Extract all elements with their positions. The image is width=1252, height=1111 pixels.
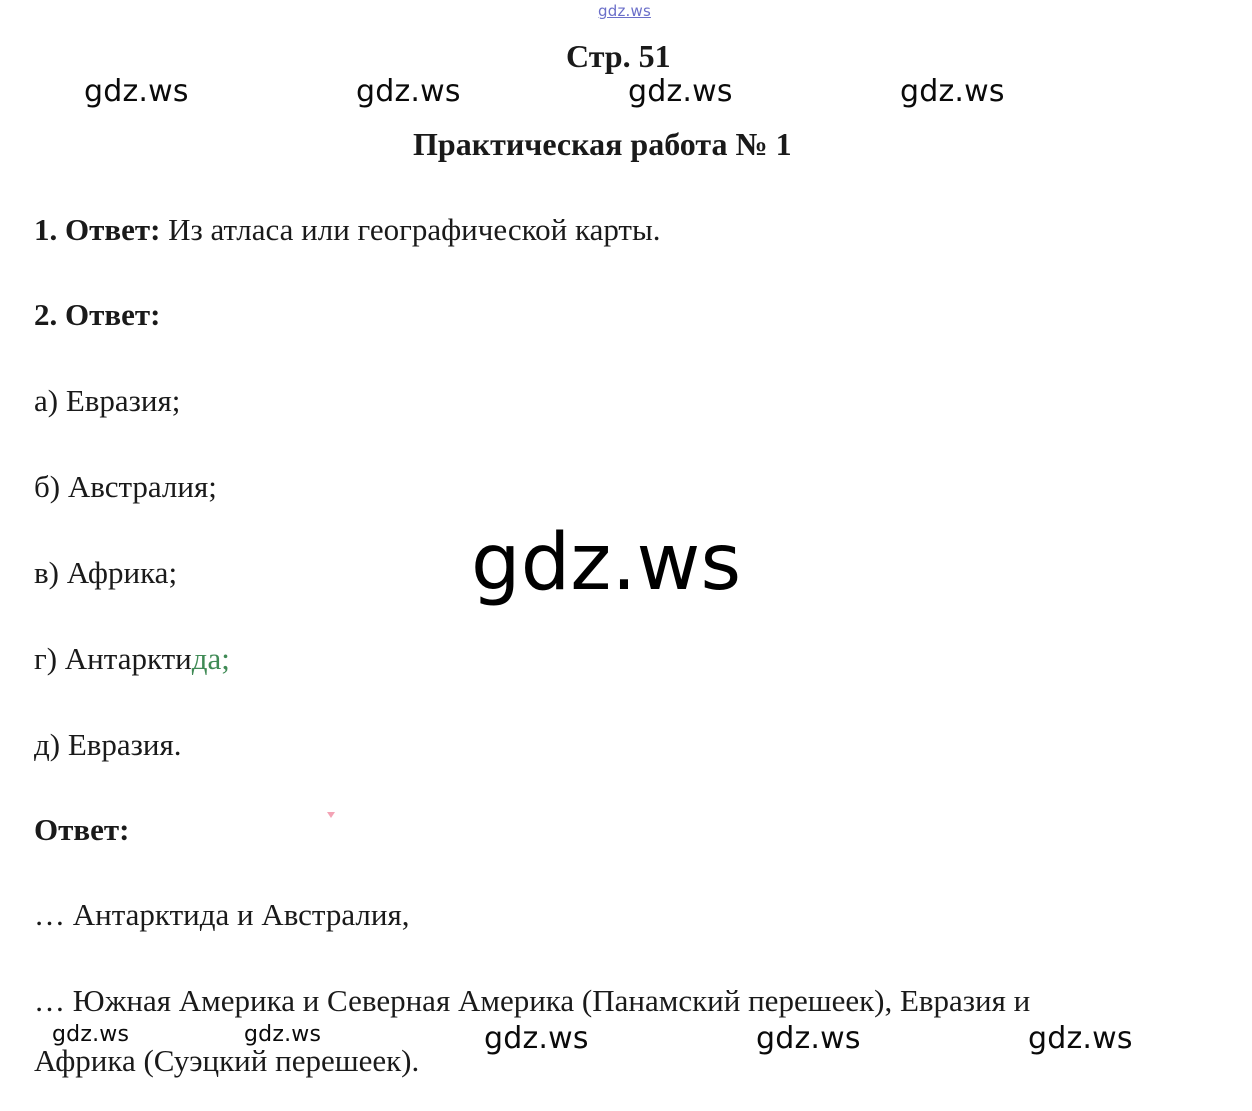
watermark-bottom-small-2: gdz.ws (244, 1022, 322, 1047)
watermark-top-small: gdz.ws (598, 2, 651, 20)
watermark-bottom-2: gdz.ws (756, 1021, 861, 1056)
watermark-bottom-3: gdz.ws (1028, 1021, 1133, 1056)
watermark-top-4: gdz.ws (900, 74, 1005, 109)
watermark-top-1: gdz.ws (84, 74, 189, 109)
answer-2-label: 2. Ответ: (34, 297, 161, 332)
answer-2-item-a: а) Евразия; (34, 383, 181, 418)
watermark-bottom-1: gdz.ws (484, 1021, 589, 1056)
answer-1-label: 1. Ответ: (34, 212, 161, 247)
answer-2-item-g (34, 641, 230, 677)
answer-2-item-g-tail: да; (191, 641, 230, 676)
answer-1-text: Из атласа или географической карты. (160, 212, 661, 247)
watermark-center: gdz.ws (471, 518, 742, 608)
answer-2-item-b: б) Австралия; (34, 469, 217, 504)
pink-marker-icon (327, 812, 335, 818)
answer-3-label: Ответ: (34, 812, 130, 847)
answer-3-line-1: … Антарктида и Австралия, (34, 897, 410, 932)
answer-2-item-g-main: г) Антаркти (34, 641, 192, 676)
page-title: Стр. 51 (566, 38, 671, 74)
watermark-bottom-small-1: gdz.ws (52, 1022, 130, 1047)
answer-1 (34, 212, 661, 248)
answer-3-line-3: Африка (Суэцкий перешеек). (34, 1043, 420, 1078)
watermark-top-2: gdz.ws (356, 74, 461, 109)
answer-2-item-v: в) Африка; (34, 555, 178, 590)
answer-2-item-d: д) Евразия. (34, 727, 182, 762)
watermark-top-3: gdz.ws (628, 74, 733, 109)
answer-3-line-2: … Южная Америка и Северная Америка (Панамский перешеек), Евразия и (34, 983, 1031, 1018)
section-title: Практическая работа № 1 (413, 126, 792, 162)
